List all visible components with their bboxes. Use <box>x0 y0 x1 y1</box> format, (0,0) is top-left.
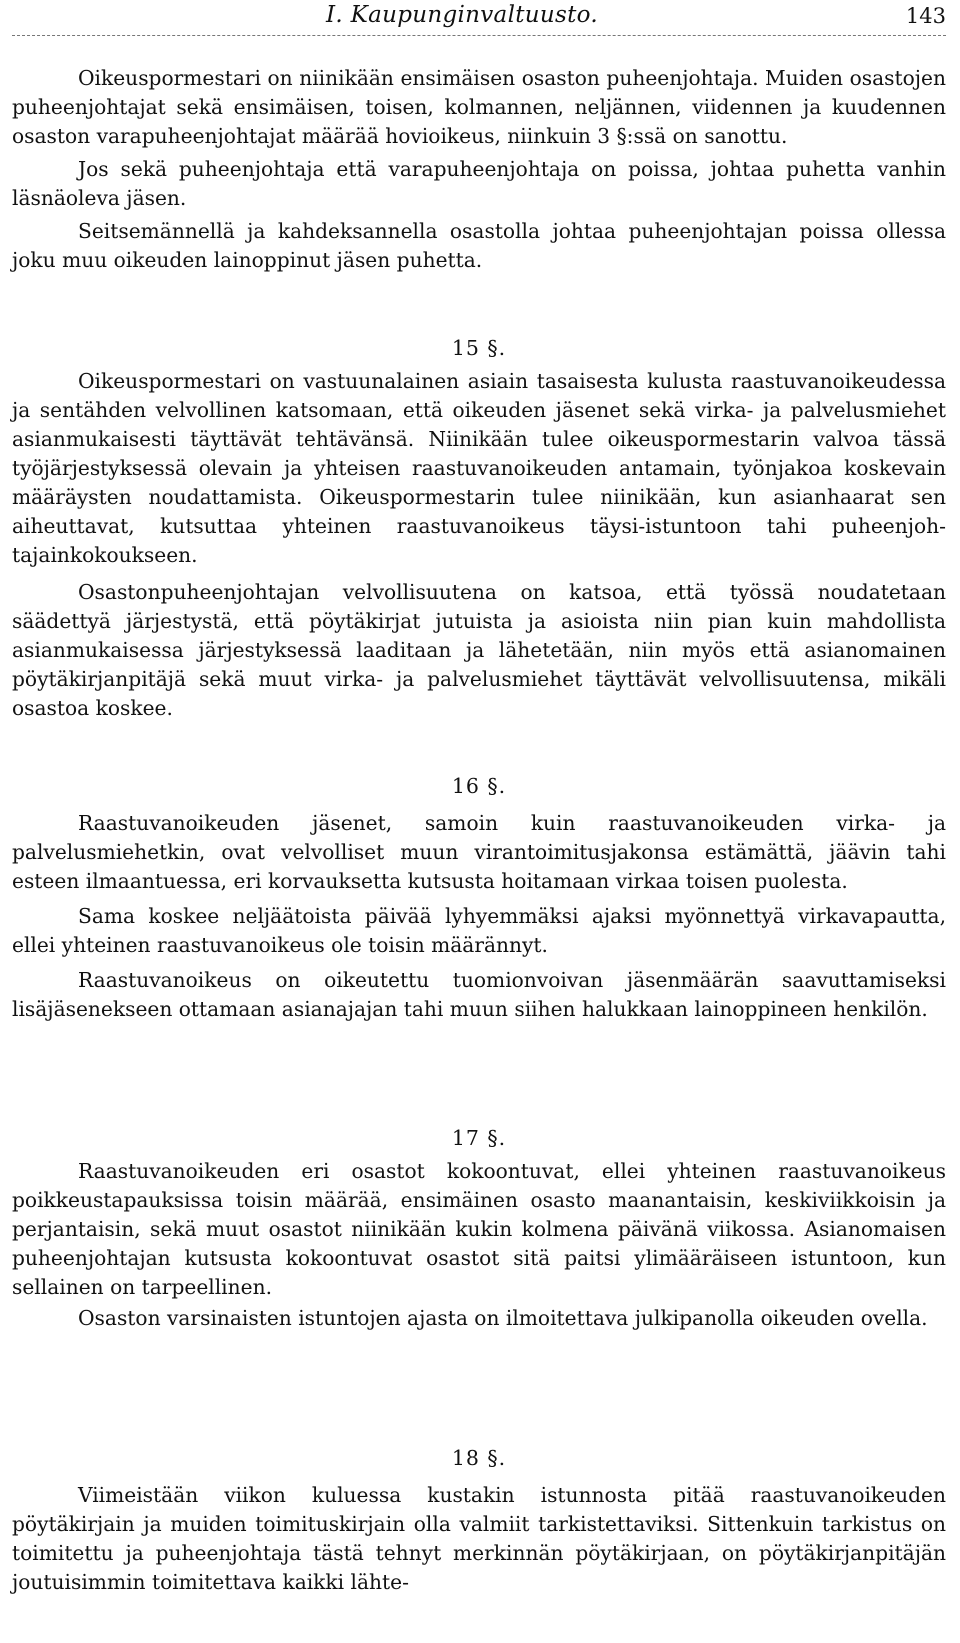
paragraph: Sama koskee neljäätoista päivää lyhyemmäksi ajaksi myönnettyä virkavapautta, ellei yhteinen raastuvanoikeus ole toisin määrännyt. <box>12 904 946 957</box>
section-16 <box>12 772 946 1024</box>
paragraph: Raastuvanoikeus on oikeutettu tuomionvoivan jäsenmäärän saavuttamiseksi lisäjäsenekseen ottamaan asianajajan tahi muun siihen halukkaan lainoppineen henkilön. <box>12 968 946 1021</box>
running-title: I. Kaupunginvaltuusto. <box>326 2 598 28</box>
section-15 <box>12 334 946 723</box>
paragraph: Osastonpuheenjohtajan velvollisuutena on katsoa, että työssä noudatetaan säädettyä järjestystä, että pöytäkirjat jutuista ja asioista niin pian kuin mahdollista asianmukaisessa järjestyksessä laaditaan ja lähetetään, niin myös että asianomainen pöytäkirjanpitäjä sekä muut virka- ja palvelusmiehet täyttävät velvollisuutensa, mikäli osastoa koskee. <box>12 580 946 720</box>
paragraph: Oikeuspormestari on vastuunalainen asiain tasaisesta kulusta raastuvanoikeudessa ja sentähden velvollinen katsomaan, että oikeuden jäsenet sekä virka- ja palvelusmiehet asianmukaisesti täyttävät tehtävänsä. Niinikään tulee oikeuspormestarin valvoa tässä työjärjestyksessä olevain ja yhteisen raastuvanoikeuden antamain, työnjakoa koskevain määräysten noudattamista. Oikeuspormestarin tulee niinikään, kun asianhaarat sen aiheuttavat, kutsuttaa yhteinen raastuvanoikeus täysi-istuntoon tahi puheenjohtajainkokoukseen. <box>12 369 946 567</box>
paragraph: Raastuvanoikeuden jäsenet, samoin kuin raastuvanoikeuden virka- ja palvelusmiehetkin, ovat velvolliset muun virantoimitusjakonsa estämättä, jäävin tahi esteen ilmaantuessa, eri korvauksetta kutsusta hoitamaan virkaa toisen puolesta. <box>12 811 946 893</box>
section-heading: 15 §. <box>451 336 507 360</box>
paragraph: Jos sekä puheenjohtaja että varapuheenjohtaja on poissa, johtaa puhetta vanhin läsnäoleva jäsen. <box>12 157 946 210</box>
paragraph: Osaston varsinaisten istuntojen ajasta on ilmoitettava julkipanolla oikeuden ovella. <box>78 1306 928 1330</box>
paragraph: Raastuvanoikeuden eri osastot kokoontuvat, ellei yhteinen raastuvanoikeus poikkeustapauksissa toisin määrää, ensimäinen osasto maanantaisin, keskiviikkoisin ja perjantaisin, sekä muut osastot niinikään kukin kolmena päivänä viikossa. Asianomaisen puheenjohtajan kutsusta kokoontuvat osastot sitä paitsi ylimääräiseen istuntoon, kun sellainen on tarpeellinen. <box>12 1159 946 1299</box>
paragraph: Viimeistään viikon kuluessa kustakin istunnosta pitää raastuvanoikeuden pöytäkirjain ja muiden toimituskirjain olla valmiit tarkistettaviksi. Sittenkuin tarkistus on toimitettu ja puheenjohtaja tästä tehnyt merkinnän pöytäkirjaan, on pöytäkirjanpitäjän joutuisimmin toimitettava kaikki lähte- <box>12 1483 946 1594</box>
section-heading: 16 §. <box>451 774 507 798</box>
section-18 <box>12 1444 946 1597</box>
page-number: 143 <box>905 4 946 28</box>
intro-block <box>12 64 946 275</box>
paragraph: Oikeuspormestari on niinikään ensimäisen osaston puheenjohtaja. Muiden osastojen puheenjohtajat sekä ensimäisen, toisen, kolmannen, neljännen, viidennen ja kuudennen osaston varapuheenjohtajat määrää hovioikeus, niinkuin 3 §:ssä on sanottu. <box>12 66 946 148</box>
section-heading: 17 §. <box>451 1126 507 1150</box>
page-header <box>12 0 946 38</box>
header-divider <box>12 35 946 36</box>
document-page <box>12 0 946 1594</box>
paragraph: Seitsemännellä ja kahdeksannella osastolla johtaa puheenjohtajan poissa ollessa joku muu oikeuden lainoppinut jäsen puhetta. <box>12 219 946 272</box>
section-heading: 18 §. <box>451 1446 507 1470</box>
section-17 <box>12 1124 946 1333</box>
